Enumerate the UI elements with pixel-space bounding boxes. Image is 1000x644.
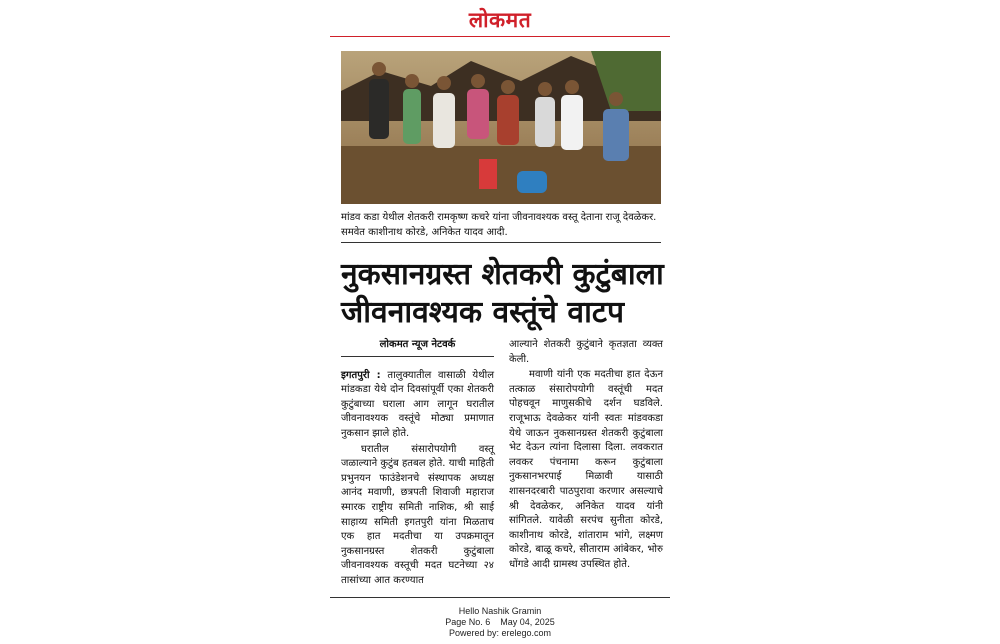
headline-line-1: नुकसानग्रस्त शेतकरी कुटुंबाला	[341, 257, 664, 292]
footer	[0, 606, 1000, 639]
paragraph-4: मवाणी यांनी एक मदतीचा हात देऊन तत्काळ संसारोपयोगी वस्तूंची मदत पोहचवून माणुसकीचे दर्शन घडविले. राजूभाऊ देवळेकर यांनी स्वतः मांडवकडा येथे जाऊन नुकसानग्रस्त शेतकरी कुटुंबाला भेट देऊन त्यांना दिलासा दिला. लवकरात लवकर पंचनामा करून कुटुंबाला नुकसानभरपाई मिळावी यासाठी शासनदरबारी पाठपुरावा करणार असल्याचे श्री देवळेकर, अनिकेत यादव यांनी सांगितले. यावेळी सरपंच सुनीता कोरडे, काशीनाथ कोरडे, शांताराम भांगे, लक्ष्मण कोरडे, बाळू कचरे, सीताराम आंबेकर, भोरु धोंगडे आदी ग्रामस्थ उपस्थित होते.	[509, 369, 663, 570]
paragraph-2: घरातील संसारोपयोगी वस्तू जळाल्याने कुटुंब हतबल होते. याची माहिती प्रभुनयन फाउंडेशनचे संस्थापक अध्यक्ष आनंद मवाणी, छत्रपती शिवाजी महाराज स्मारक राष्ट्रीय समिती नाशिक, श्री साई साहाय्य समिती इगतपुरी यांना मिळताच एक हात मदतीचा या उपक्रमातून नुकसानग्रस्त शेतकरी कुटुंबाला जीवनावश्यक वस्तूची मदत घटनेच्या २४ तासांच्या आत करण्यात	[341, 443, 494, 586]
footer-edition: Hello Nashik Gramin	[458, 606, 542, 616]
headline	[341, 256, 671, 332]
news-photo	[341, 51, 661, 204]
masthead	[0, 6, 1000, 34]
footer-page-date: Page No. 6 May 04, 2025	[445, 617, 555, 627]
byline: लोकमत न्यूज नेटवर्क	[341, 338, 494, 357]
paragraph-1-text: तालुक्यातील वासाळी येथील मांडकडा येथे दोन दिवसांपूर्वी एका शेतकरी कुटुंबाच्या घराला आग लागून घरातील जीवनावश्यक वस्तूंचे मोठ्या प्रमाणात नुकसान झाले होते.	[341, 369, 494, 439]
article-column-1	[341, 338, 494, 590]
headline-line-2: जीवनावश्यक वस्तूंचे वाटप	[341, 295, 624, 330]
top-rule	[330, 36, 670, 37]
article-column-2	[509, 338, 663, 574]
footer-powered-by: Powered by: erelego.com	[448, 628, 552, 638]
paragraph-3: आल्याने शेतकरी कुटुंबाने कृतज्ञता व्यक्त केली.	[509, 339, 663, 365]
caption-rule	[341, 242, 661, 243]
lokmat-logo: लोकमत	[468, 8, 532, 32]
paragraph-1	[341, 369, 494, 442]
bottom-rule	[330, 597, 670, 598]
dateline: इगतपुरी :	[341, 369, 381, 381]
photo-caption: मांडव कडा येथील शेतकरी रामकृष्ण कचरे यांना जीवनावश्यक वस्तू देताना राजू देवळेकर. समवेत काशीनाथ कोरडे, अनिकेत यादव आदी.	[341, 212, 657, 238]
